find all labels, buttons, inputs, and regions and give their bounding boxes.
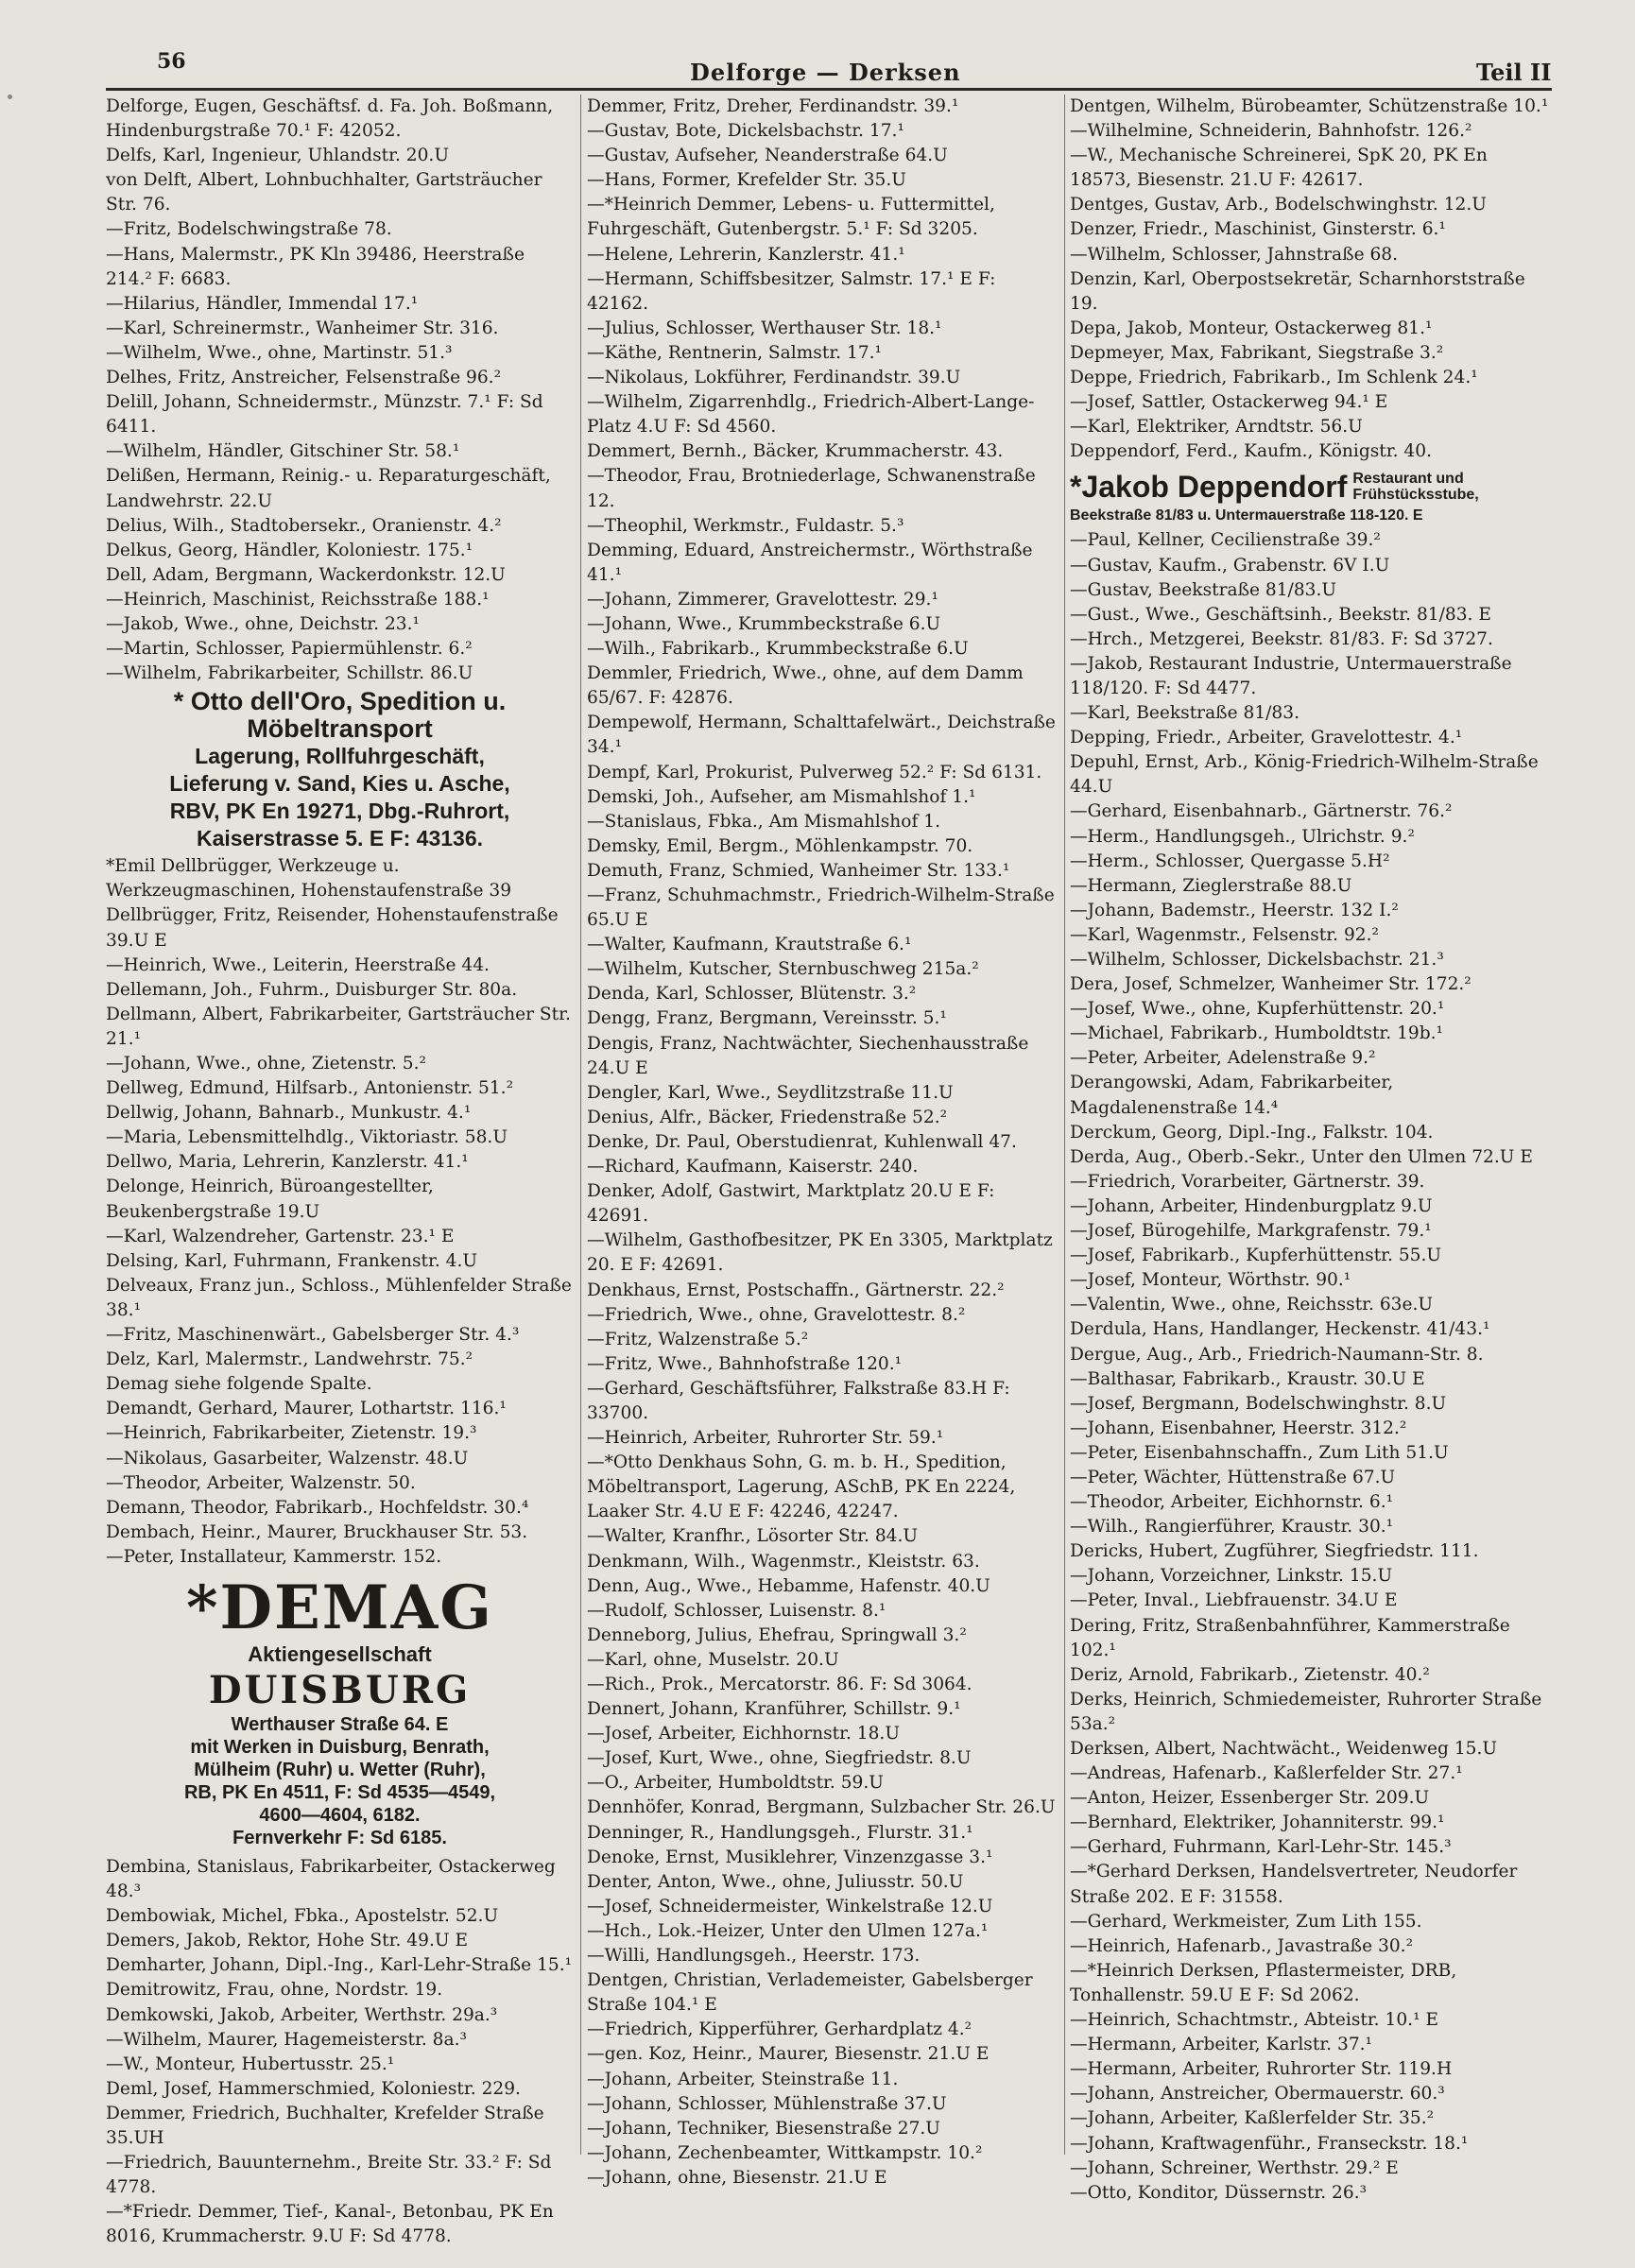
directory-entry: Demmler, Friedrich, Wwe., ohne, auf dem Damm 65/67. F: 42876. xyxy=(587,663,1024,709)
directory-entry: Dentges, Gustav, Arb., Bodelschwinghstr. 12.U xyxy=(1070,195,1487,215)
directory-entry: Dempewolf, Hermann, Schalttafelwärt., Deichstraße 34.¹ xyxy=(587,713,1056,758)
ad-demag-sub: Aktiengesellschaft xyxy=(248,1641,432,1666)
directory-entry: —Wilh., Rangierführer, Kraustr. 30.¹ xyxy=(1070,1517,1394,1538)
directory-entry: Derda, Aug., Oberb.-Sekr., Unter den Ulmen 72.U E xyxy=(1070,1146,1533,1167)
directory-entry: —Johann, Wwe., ohne, Zietenstr. 5.² xyxy=(106,1054,426,1074)
directory-entry: —Wilhelm, Händler, Gitschiner Str. 58.¹ xyxy=(106,441,460,462)
directory-entry: Dengis, Franz, Nachtwächter, Siechenhausstraße 24.U E xyxy=(587,1033,1029,1078)
directory-entry: —Martin, Schlosser, Papiermühlenstr. 6.² xyxy=(106,639,473,660)
directory-entry: —Fritz, Bodelschwingstraße 78. xyxy=(106,219,392,240)
ad-line: 4600—4604, 6182. xyxy=(259,1804,421,1826)
directory-entry: —Johann, Vorzeichner, Linkstr. 15.U xyxy=(1070,1566,1393,1587)
directory-entry: —Wilhelm, Schlosser, Jahnstraße 68. xyxy=(1070,244,1399,265)
column-divider xyxy=(580,94,581,2155)
directory-entry: —Theodor, Arbeiter, Walzenstr. 50. xyxy=(106,1472,416,1493)
directory-entry: —Karl, Schreinermstr., Wanheimer Str. 316. xyxy=(106,318,499,338)
directory-entry: Derckum, Georg, Dipl.-Ing., Falkstr. 104. xyxy=(1070,1122,1434,1143)
directory-entry: —Michael, Fabrikarb., Humboldtstr. 19b.¹ xyxy=(1070,1023,1444,1044)
directory-entry: Denda, Karl, Schlosser, Blütenstr. 3.² xyxy=(587,984,917,1005)
directory-entry: Deml, Josef, Hammerschmied, Koloniestr. 229. xyxy=(106,2078,521,2099)
directory-entry: —Wilhelm, Maurer, Hagemeisterstr. 8a.³ xyxy=(106,2029,467,2050)
directory-entry: —Johann, Techniker, Biesenstraße 27.U xyxy=(587,2118,940,2139)
directory-entry: —Johann, Zimmerer, Gravelottestr. 29.¹ xyxy=(587,589,938,610)
directory-entry: —Wilhelm, Wwe., ohne, Martinstr. 51.³ xyxy=(106,342,453,363)
directory-entry: Delius, Wilh., Stadtobersekr., Oranienstr. 4.² xyxy=(106,515,502,536)
directory-entry: Dempf, Karl, Prokurist, Pulverweg 52.² F: Sd 6131. xyxy=(587,762,1042,782)
directory-entry: —Heinrich, Arbeiter, Ruhrorter Str. 59.¹ xyxy=(587,1428,944,1449)
directory-entry: Denoke, Ernst, Musiklehrer, Vinzenzgasse 3.¹ xyxy=(587,1847,993,1867)
directory-entry: —Johann, Schlosser, Mühlenstraße 37.U xyxy=(587,2093,947,2114)
directory-entry: —Heinrich, Fabrikarbeiter, Zietenstr. 19.³ xyxy=(106,1423,477,1444)
column-divider xyxy=(1064,94,1065,2155)
directory-entry: Demers, Jakob, Rektor, Hohe Str. 49.U E xyxy=(106,1931,469,1951)
directory-entry: —Gustav, Bote, Dickelsbachstr. 17.¹ xyxy=(587,121,904,142)
directory-entry: —Gust., Wwe., Geschäftsinh., Beekstr. 81/83. E xyxy=(1070,604,1491,625)
ad-jakob-address: Beekstraße 81/83 u. Untermauerstraße 118-120. E xyxy=(1070,507,1423,524)
directory-entry: —Johann, ohne, Biesenstr. 21.U E xyxy=(587,2167,887,2188)
directory-entry: Dericks, Hubert, Zugführer, Siegfriedstr. 111. xyxy=(1070,1541,1479,1562)
directory-entry: —Peter, Wächter, Hüttenstraße 67.U xyxy=(1070,1467,1396,1487)
directory-entry: Dell, Adam, Bergmann, Wackerdonkstr. 12.U xyxy=(106,564,506,585)
directory-entry: —Gustav, Aufseher, Neanderstraße 64.U xyxy=(587,146,948,166)
directory-entry: —Stanislaus, Fbka., Am Mismahlshof 1. xyxy=(587,811,940,832)
directory-entry: —Johann, Wwe., Krummbeckstraße 6.U xyxy=(587,613,941,634)
directory-entry: —Jakob, Restaurant Industrie, Untermauerstraße 118/120. F: Sd 4477. xyxy=(1070,653,1512,698)
directory-entry: —Valentin, Wwe., ohne, Reichsstr. 63e.U xyxy=(1070,1295,1434,1315)
directory-entry: —Helene, Lehrerin, Kanzlerstr. 41.¹ xyxy=(587,244,905,265)
directory-entry: Dembina, Stanislaus, Fabrikarbeiter, Ostackerweg 48.³ xyxy=(106,1856,556,1902)
directory-entry: —Josef, Arbeiter, Eichhornstr. 18.U xyxy=(587,1724,900,1744)
directory-entry: Dellmann, Albert, Fabrikarbeiter, Gartsträucher Str. 21.¹ xyxy=(106,1004,571,1049)
directory-entry: Depmeyer, Max, Fabrikant, Siegstraße 3.² xyxy=(1070,342,1444,363)
directory-entry: —*Otto Denkhaus Sohn, G. m. b. H., Spedition, Möbeltransport, Lagerung, ASchB, PK En 2224, Laaker Str. 4.U E F: 42246, 42247. xyxy=(587,1452,1016,1522)
directory-entry: Derks, Heinrich, Schmiedemeister, Ruhrorter Straße 53a.² xyxy=(1070,1689,1542,1734)
directory-entry: —Herm., Schlosser, Quergasse 5.H² xyxy=(1070,850,1390,871)
directory-entry: —*Heinrich Demmer, Lebens- u. Futtermittel, Fuhrgeschäft, Gutenbergstr. 5.¹ F: Sd 3205. xyxy=(587,195,995,240)
directory-entry: —Herm., Handlungsgeh., Ulrichstr. 9.² xyxy=(1070,826,1415,847)
directory-entry: —Andreas, Hafenarb., Kaßlerfelder Str. 27.¹ xyxy=(1070,1763,1463,1784)
directory-entry: Denneborg, Julius, Ehefrau, Springwall 3.² xyxy=(587,1624,967,1645)
directory-entry: Demuth, Franz, Schmied, Wanheimer Str. 133.¹ xyxy=(587,860,1010,881)
directory-entry: *Emil Dellbrügger, Werkzeuge u. Werkzeugmaschinen, Hohenstaufenstraße 39 xyxy=(106,856,512,902)
directory-entry: —*Friedr. Demmer, Tief-, Kanal-, Betonbau, PK En 8016, Krummacherstr. 9.U F: Sd 4778. xyxy=(106,2202,554,2247)
ad-demag-city: DUISBURG xyxy=(208,1667,472,1712)
directory-entry: Derangowski, Adam, Fabrikarbeiter, Magdalenenstraße 14.⁴ xyxy=(1070,1073,1394,1118)
directory-entry: —Johann, Bademstr., Heerstr. 132 I.² xyxy=(1070,900,1399,920)
directory-entry: Delkus, Georg, Händler, Koloniestr. 175.¹ xyxy=(106,540,473,560)
directory-entry: Dellweg, Edmund, Hilfsarb., Antonienstr. 51.² xyxy=(106,1078,514,1099)
directory-entry: —Johann, Kraftwagenführ., Franseckstr. 18.¹ xyxy=(1070,2133,1469,2154)
directory-entry: —Julius, Schlosser, Werthauser Str. 18.¹ xyxy=(587,318,942,338)
directory-entry: —Johann, Zechenbeamter, Wittkampstr. 10.² xyxy=(587,2142,983,2163)
directory-entry: —Karl, Wagenmstr., Felsenstr. 92.² xyxy=(1070,924,1379,945)
directory-entry: —Paul, Kellner, Cecilienstraße 39.² xyxy=(1070,530,1381,551)
directory-entry: Derdula, Hans, Handlanger, Heckenstr. 41/43.¹ xyxy=(1070,1319,1490,1340)
directory-entry: Denn, Aug., Wwe., Hebamme, Hafenstr. 40.U xyxy=(587,1575,990,1596)
directory-entry: Delveaux, Franz jun., Schloss., Mühlenfelder Straße 38.¹ xyxy=(106,1275,572,1320)
ad-demag xyxy=(106,1572,574,1849)
directory-entry: Demski, Joh., Aufseher, am Mismahlshof 1.¹ xyxy=(587,786,976,807)
directory-entry: —Johann, Anstreicher, Obermauerstr. 60.³ xyxy=(1070,2084,1445,2105)
directory-entry: —Josef, Schneidermeister, Winkelstraße 12.U xyxy=(587,1896,993,1916)
directory-entry: —Wilhelm, Schlosser, Dickelsbachstr. 21.³ xyxy=(1070,950,1444,970)
directory-entry: Demkowski, Jakob, Arbeiter, Werthstr. 29a.³ xyxy=(106,2004,498,2025)
directory-entry: Denius, Alfr., Bäcker, Friedenstraße 52.² xyxy=(587,1107,948,1127)
directory-entry: —Richard, Kaufmann, Kaiserstr. 240. xyxy=(587,1157,919,1177)
directory-entry: —Gerhard, Werkmeister, Zum Lith 155. xyxy=(1070,1911,1422,1932)
ad-jakob-small: Frühstücksstube, xyxy=(1352,487,1479,504)
header-rule xyxy=(106,88,1552,91)
directory-entry: —Balthasar, Fabrikarb., Kraustr. 30.U E xyxy=(1070,1368,1425,1389)
directory-entry: Dengg, Franz, Bergmann, Vereinsstr. 5.¹ xyxy=(587,1008,947,1029)
directory-entry: —Fritz, Wwe., Bahnhofstraße 120.¹ xyxy=(587,1353,903,1374)
directory-entry: —Käthe, Rentnerin, Salmstr. 17.¹ xyxy=(587,342,883,363)
margin-mark xyxy=(8,94,12,99)
directory-entry: —Gustav, Kaufm., Grabenstr. 6V I.U xyxy=(1070,555,1390,576)
directory-entry: —Peter, Eisenbahnschaffn., Zum Lith 51.U xyxy=(1070,1442,1449,1463)
directory-entry: Denzer, Friedr., Maschinist, Ginsterstr. 6.¹ xyxy=(1070,219,1446,240)
directory-entry: Dellwig, Johann, Bahnarb., Munkustr. 4.¹ xyxy=(106,1103,472,1124)
directory-entry: Delhes, Fritz, Anstreicher, Felsenstraße 96.² xyxy=(106,368,502,388)
entry-list xyxy=(587,94,1059,2191)
directory-entry: Dembach, Heinr., Maurer, Bruckhauser Str. 53. xyxy=(106,1521,528,1542)
directory-entry: —*Gerhard Derksen, Handelsvertreter, Neudorfer Straße 202. E F: 31558. xyxy=(1070,1862,1518,1907)
ad-jakob-small: Restaurant und xyxy=(1352,471,1464,488)
directory-entry: Deppendorf, Ferd., Kaufm., Königstr. 40. xyxy=(1070,441,1432,462)
ad-line: Lagerung, Rollfuhrgeschäft, xyxy=(195,744,485,769)
directory-entry: Dentgen, Christian, Verlademeister, Gabelsberger Straße 104.¹ E xyxy=(587,1970,1033,2016)
directory-entry: Demmer, Friedrich, Buchhalter, Krefelder Straße 35.UH xyxy=(106,2103,544,2148)
directory-entry: Dentgen, Wilhelm, Bürobeamter, Schützenstraße 10.¹ xyxy=(1070,96,1549,116)
ad-otto-delloro xyxy=(106,688,574,852)
entry-list xyxy=(1070,94,1552,464)
directory-entry: —Maria, Lebensmittelhdlg., Viktoriastr. 58.U xyxy=(106,1127,508,1148)
directory-entry: Denter, Anton, Wwe., ohne, Juliusstr. 50.U xyxy=(587,1871,964,1892)
directory-entry: —Willi, Handlungsgeh., Heerstr. 173. xyxy=(587,1946,921,1967)
directory-entry: Demmert, Bernh., Bäcker, Krummacherstr. 43. xyxy=(587,441,1004,462)
directory-entry: —Johann, Schreiner, Werthstr. 29.² E xyxy=(1070,2157,1399,2178)
directory-entry: —Wilhelm, Gasthofbesitzer, PK En 3305, Marktplatz 20. E F: 42691. xyxy=(587,1230,1053,1276)
directory-entry: —Friedrich, Bauunternehm., Breite Str. 33.² F: Sd 4778. xyxy=(106,2153,552,2198)
directory-entry: Denninger, R., Handlungsgeh., Flurstr. 31.¹ xyxy=(587,1822,973,1843)
directory-entry: —Josef, Fabrikarb., Kupferhüttenstr. 55.U xyxy=(1070,1246,1442,1266)
directory-entry: —Nikolaus, Lokführer, Ferdinandstr. 39.U xyxy=(587,368,961,388)
part-label: Teil II xyxy=(1476,59,1552,86)
directory-entry: —Karl, ohne, Muselstr. 20.U xyxy=(587,1649,839,1670)
directory-entry: —Friedrich, Wwe., ohne, Gravelottestr. 8.² xyxy=(587,1304,966,1325)
ad-line: Lieferung v. Sand, Kies u. Asche, xyxy=(169,771,510,797)
ad-line: RB, PK En 4511, F: Sd 4535—4549, xyxy=(183,1781,496,1803)
directory-entry: —Josef, Bürogehilfe, Markgrafenstr. 79.¹ xyxy=(1070,1221,1432,1242)
directory-entry: Depa, Jakob, Monteur, Ostackerweg 81.¹ xyxy=(1070,318,1433,338)
directory-entry: —Friedrich, Kipperführer, Gerhardplatz 4.² xyxy=(587,2019,972,2040)
directory-entry: —Theophil, Werkmstr., Fuldastr. 5.³ xyxy=(587,515,904,536)
directory-entry: Demann, Theodor, Fabrikarb., Hochfeldstr. 30.⁴ xyxy=(106,1497,529,1518)
directory-entry: —Heinrich, Maschinist, Reichsstraße 188.¹ xyxy=(106,589,490,610)
ad-line: Kaiserstrasse 5. E F: 43136. xyxy=(196,826,484,851)
column-2 xyxy=(587,94,1059,2188)
directory-entry: —Walter, Kaufmann, Krautstraße 6.¹ xyxy=(587,935,912,955)
directory-entry: Dellemann, Joh., Fuhrm., Duisburger Str. 80a. xyxy=(106,979,518,1000)
directory-entry: Denkmann, Wilh., Wagenmstr., Kleiststr. 63. xyxy=(587,1551,980,1572)
directory-entry: —O., Arbeiter, Humboldtstr. 59.U xyxy=(587,1773,884,1794)
directory-entry: —Johann, Eisenbahner, Heerstr. 312.² xyxy=(1070,1418,1407,1438)
directory-entry: Delsing, Karl, Fuhrmann, Frankenstr. 4.U xyxy=(106,1250,478,1271)
directory-entry: —Hermann, Arbeiter, Ruhrorter Str. 119.H xyxy=(1070,2059,1453,2080)
ad-demag-name: *DEMAG xyxy=(186,1572,493,1643)
directory-entry: —Fritz, Walzenstraße 5.² xyxy=(587,1329,809,1349)
directory-entry: —Hch., Lok.-Heizer, Unter den Ulmen 127a.¹ xyxy=(587,1920,989,1941)
directory-entry: Dergue, Aug., Arb., Friedrich-Naumann-Str. 8. xyxy=(1070,1344,1484,1365)
directory-entry: —Johann, Arbeiter, Kaßlerfelder Str. 35.² xyxy=(1070,2108,1435,2129)
directory-entry: —Nikolaus, Gasarbeiter, Walzenstr. 48.U xyxy=(106,1448,469,1469)
directory-entry: Denzin, Karl, Oberpostsekretär, Scharnhorststraße 19. xyxy=(1070,268,1525,314)
directory-entry: Denker, Adolf, Gastwirt, Marktplatz 20.U E F: 42691. xyxy=(587,1181,995,1227)
directory-entry: —Johann, Arbeiter, Hindenburgplatz 9.U xyxy=(1070,1195,1433,1216)
directory-entry: —Josef, Kurt, Wwe., ohne, Siegfriedstr. 8.U xyxy=(587,1748,972,1769)
directory-entry: —Friedrich, Vorarbeiter, Gärtnerstr. 39. xyxy=(1070,1171,1425,1192)
directory-entry: Demmer, Fritz, Dreher, Ferdinandstr. 39.¹ xyxy=(587,96,959,116)
directory-entry: —Rudolf, Schlosser, Luisenstr. 8.¹ xyxy=(587,1600,886,1621)
directory-entry: —Rich., Prok., Mercatorstr. 86. F: Sd 3064. xyxy=(587,1675,972,1694)
directory-entry: —Jakob, Wwe., ohne, Deichstr. 23.¹ xyxy=(106,613,420,634)
directory-entry: —Anton, Heizer, Essenberger Str. 209.U xyxy=(1070,1788,1430,1809)
directory-entry: Dennhöfer, Konrad, Bergmann, Sulzbacher Str. 26.U xyxy=(587,1797,1056,1818)
directory-entry: —Walter, Kranfhr., Lösorter Str. 84.U xyxy=(587,1526,919,1547)
ad-jakob-deppendorf xyxy=(1070,468,1552,526)
directory-entry: Dennert, Johann, Kranführer, Schillstr. 9.¹ xyxy=(587,1699,961,1720)
directory-entry: —Heinrich, Hafenarb., Javastraße 30.² xyxy=(1070,1935,1414,1956)
column-1 xyxy=(106,94,574,2247)
directory-entry: —Hans, Malermstr., PK Kln 39486, Heerstraße 214.² F: 6683. xyxy=(106,244,525,289)
directory-entry: —Gustav, Beekstraße 81/83.U xyxy=(1070,579,1337,600)
directory-entry: Dembowiak, Michel, Fbka., Apostelstr. 52.U xyxy=(106,1906,499,1927)
directory-entry: —Otto, Konditor, Düssernstr. 26.³ xyxy=(1070,2182,1368,2203)
directory-entry: —Wilhelmine, Schneiderin, Bahnhofstr. 126.² xyxy=(1070,121,1472,142)
directory-entry: —Wilhelm, Zigarrenhdlg., Friedrich-Albert-Lange-Platz 4.U F: Sd 4560. xyxy=(587,392,1035,438)
directory-entry: —Peter, Arbeiter, Adelenstraße 9.² xyxy=(1070,1048,1376,1069)
directory-entry: —Josef, Monteur, Wörthstr. 90.¹ xyxy=(1070,1270,1351,1291)
entry-list xyxy=(106,94,574,686)
directory-entry: Dering, Fritz, Straßenbahnführer, Kammerstraße 102.¹ xyxy=(1070,1615,1510,1660)
directory-entry: Demharter, Johann, Dipl.-Ing., Karl-Lehr-Straße 15.¹ xyxy=(106,1955,573,1976)
directory-entry: Demag siehe folgende Spalte. xyxy=(106,1374,372,1395)
directory-entry: Deppe, Friedrich, Fabrikarb., Im Schlenk 24.¹ xyxy=(1070,368,1478,388)
directory-entry: —Josef, Sattler, Ostackerweg 94.¹ E xyxy=(1070,392,1388,413)
ad-line: Fernverkehr F: Sd 6185. xyxy=(232,1827,447,1848)
directory-entry: Derksen, Albert, Nachtwächt., Weidenweg 15.U xyxy=(1070,1739,1498,1759)
directory-entry: —Wilh., Fabrikarb., Krummbeckstraße 6.U xyxy=(587,639,969,660)
directory-entry: Dengler, Karl, Wwe., Seydlitzstraße 11.U xyxy=(587,1082,954,1103)
running-head: Delforge — Derksen xyxy=(690,59,961,86)
directory-entry: —Hans, Former, Krefelder Str. 35.U xyxy=(587,170,906,191)
directory-entry: —Theodor, Frau, Brotniederlage, Schwanenstraße 12. xyxy=(587,466,1036,511)
ad-line: * Otto dell'Oro, Spedition u. Möbeltransport xyxy=(173,687,507,744)
directory-entry: —*Heinrich Derksen, Pflastermeister, DRB, Tonhallenstr. 59.U E F: Sd 2062. xyxy=(1070,1960,1457,2005)
directory-entry: —Peter, Installateur, Kammerstr. 152. xyxy=(106,1546,442,1567)
directory-entry: Depping, Friedr., Arbeiter, Gravelottestr. 4.¹ xyxy=(1070,728,1463,748)
directory-entry: Deriz, Arnold, Fabrikarb., Zietenstr. 40.² xyxy=(1070,1664,1430,1685)
directory-entry: von Delft, Albert, Lohnbuchhalter, Gartsträucher Str. 76. xyxy=(106,170,542,215)
directory-entry: —Karl, Walzendreher, Gartenstr. 23.¹ E xyxy=(106,1226,455,1246)
directory-entry: —Heinrich, Wwe., Leiterin, Heerstraße 44. xyxy=(106,954,490,975)
ad-line: mit Werken in Duisburg, Benrath, xyxy=(190,1736,490,1758)
directory-entry: —Gerhard, Eisenbahnarb., Gärtnerstr. 76.² xyxy=(1070,801,1453,822)
directory-entry: —Gerhard, Fuhrmann, Karl-Lehr-Str. 145.³ xyxy=(1070,1837,1452,1858)
directory-entry: Demsky, Emil, Bergm., Möhlenkampstr. 70. xyxy=(587,835,973,856)
directory-entry: —Karl, Elektriker, Arndtstr. 56.U xyxy=(1070,417,1363,438)
directory-entry: —Franz, Schuhmachmstr., Friedrich-Wilhelm-Straße 65.U E xyxy=(587,885,1055,931)
directory-entry: —Gerhard, Geschäftsführer, Falkstraße 83.H F: 33700. xyxy=(587,1378,1010,1423)
ad-line: Mülheim (Ruhr) u. Wetter (Ruhr), xyxy=(194,1759,486,1780)
directory-entry: Delforge, Eugen, Geschäftsf. d. Fa. Joh. Boßmann, Hindenburgstraße 70.¹ F: 42052. xyxy=(106,96,554,142)
ad-line: Werthauser Straße 64. E xyxy=(231,1713,449,1735)
directory-entry: —W., Mechanische Schreinerei, SpK 20, PK En 18573, Biesenstr. 21.U F: 42617. xyxy=(1070,146,1488,191)
directory-entry: Dera, Josef, Schmelzer, Wanheimer Str. 172.² xyxy=(1070,974,1472,995)
directory-entry: —Hermann, Zieglerstraße 88.U xyxy=(1070,875,1352,896)
directory-entry: —gen. Koz, Heinr., Maurer, Biesenstr. 21.U E xyxy=(587,2044,990,2065)
ad-jakob-name: *Jakob Deppendorf xyxy=(1070,470,1348,505)
directory-entry: Demandt, Gerhard, Maurer, Lothartstr. 116.¹ xyxy=(106,1399,507,1419)
directory-entry: Demitrowitz, Frau, ohne, Nordstr. 19. xyxy=(106,1980,443,2001)
directory-entry: —Hermann, Arbeiter, Karlstr. 37.¹ xyxy=(1070,2035,1373,2055)
entry-list xyxy=(106,1855,574,2250)
directory-entry: Denkhaus, Ernst, Postschaffn., Gärtnerstr. 22.² xyxy=(587,1280,1005,1300)
entry-list xyxy=(106,854,574,1570)
column-3 xyxy=(1070,94,1552,2203)
directory-entry: —Hilarius, Händler, Immendal 17.¹ xyxy=(106,293,419,314)
directory-entry: —Hermann, Schiffsbesitzer, Salmstr. 17.¹ E F: 42162. xyxy=(587,268,996,314)
directory-entry: —Theodor, Arbeiter, Eichhornstr. 6.¹ xyxy=(1070,1492,1394,1513)
directory-entry: Denke, Dr. Paul, Oberstudienrat, Kuhlenwall 47. xyxy=(587,1131,1017,1152)
directory-entry: Delz, Karl, Malermstr., Landwehrstr. 75.² xyxy=(106,1349,473,1370)
directory-entry: —Josef, Wwe., ohne, Kupferhüttenstr. 20.¹ xyxy=(1070,999,1445,1020)
directory-entry: —Josef, Bergmann, Bodelschwinghstr. 8.U xyxy=(1070,1393,1447,1414)
directory-entry: Dellwo, Maria, Lehrerin, Kanzlerstr. 41.¹ xyxy=(106,1152,469,1173)
directory-entry: —Peter, Inval., Liebfrauenstr. 34.U E xyxy=(1070,1590,1398,1611)
entry-list xyxy=(1070,528,1552,2205)
directory-entry: Delill, Johann, Schneidermstr., Münzstr. 7.¹ F: Sd 6411. xyxy=(106,392,543,438)
page-number: 56 xyxy=(157,49,186,74)
directory-entry: Delonge, Heinrich, Büroangestellter, Beukenbergstraße 19.U xyxy=(106,1177,434,1222)
directory-entry: —Karl, Beekstraße 81/83. xyxy=(1070,703,1299,724)
directory-entry: Dellbrügger, Fritz, Reisender, Hohenstaufenstraße 39.U E xyxy=(106,905,559,951)
directory-entry: —Wilhelm, Kutscher, Sternbuschweg 215a.² xyxy=(587,959,979,980)
ad-line: RBV, PK En 19271, Dbg.-Ruhrort, xyxy=(169,799,510,824)
directory-entry: —Hrch., Metzgerei, Beekstr. 81/83. F: Sd 3727. xyxy=(1070,628,1493,649)
directory-entry: —Bernhard, Elektriker, Johanniterstr. 99.¹ xyxy=(1070,1813,1445,1833)
directory-entry: —Wilhelm, Fabrikarbeiter, Schillstr. 86.U xyxy=(106,663,473,684)
directory-entry: Delfs, Karl, Ingenieur, Uhlandstr. 20.U xyxy=(106,146,450,166)
directory-entry: Depuhl, Ernst, Arb., König-Friedrich-Wilhelm-Straße 44.U xyxy=(1070,752,1539,798)
directory-entry: —Johann, Arbeiter, Steinstraße 11. xyxy=(587,2069,899,2089)
directory-entry: Demming, Eduard, Anstreichermstr., Wörthstraße 41.¹ xyxy=(587,540,1033,585)
directory-entry: Delißen, Hermann, Reinig.- u. Reparaturgeschäft, Landwehrstr. 22.U xyxy=(106,466,551,511)
directory-entry: —W., Monteur, Hubertusstr. 25.¹ xyxy=(106,2053,395,2074)
directory-entry: —Heinrich, Schachtmstr., Abteistr. 10.¹ E xyxy=(1070,2010,1439,2031)
directory-entry: —Fritz, Maschinenwärt., Gabelsberger Str. 4.³ xyxy=(106,1325,520,1346)
